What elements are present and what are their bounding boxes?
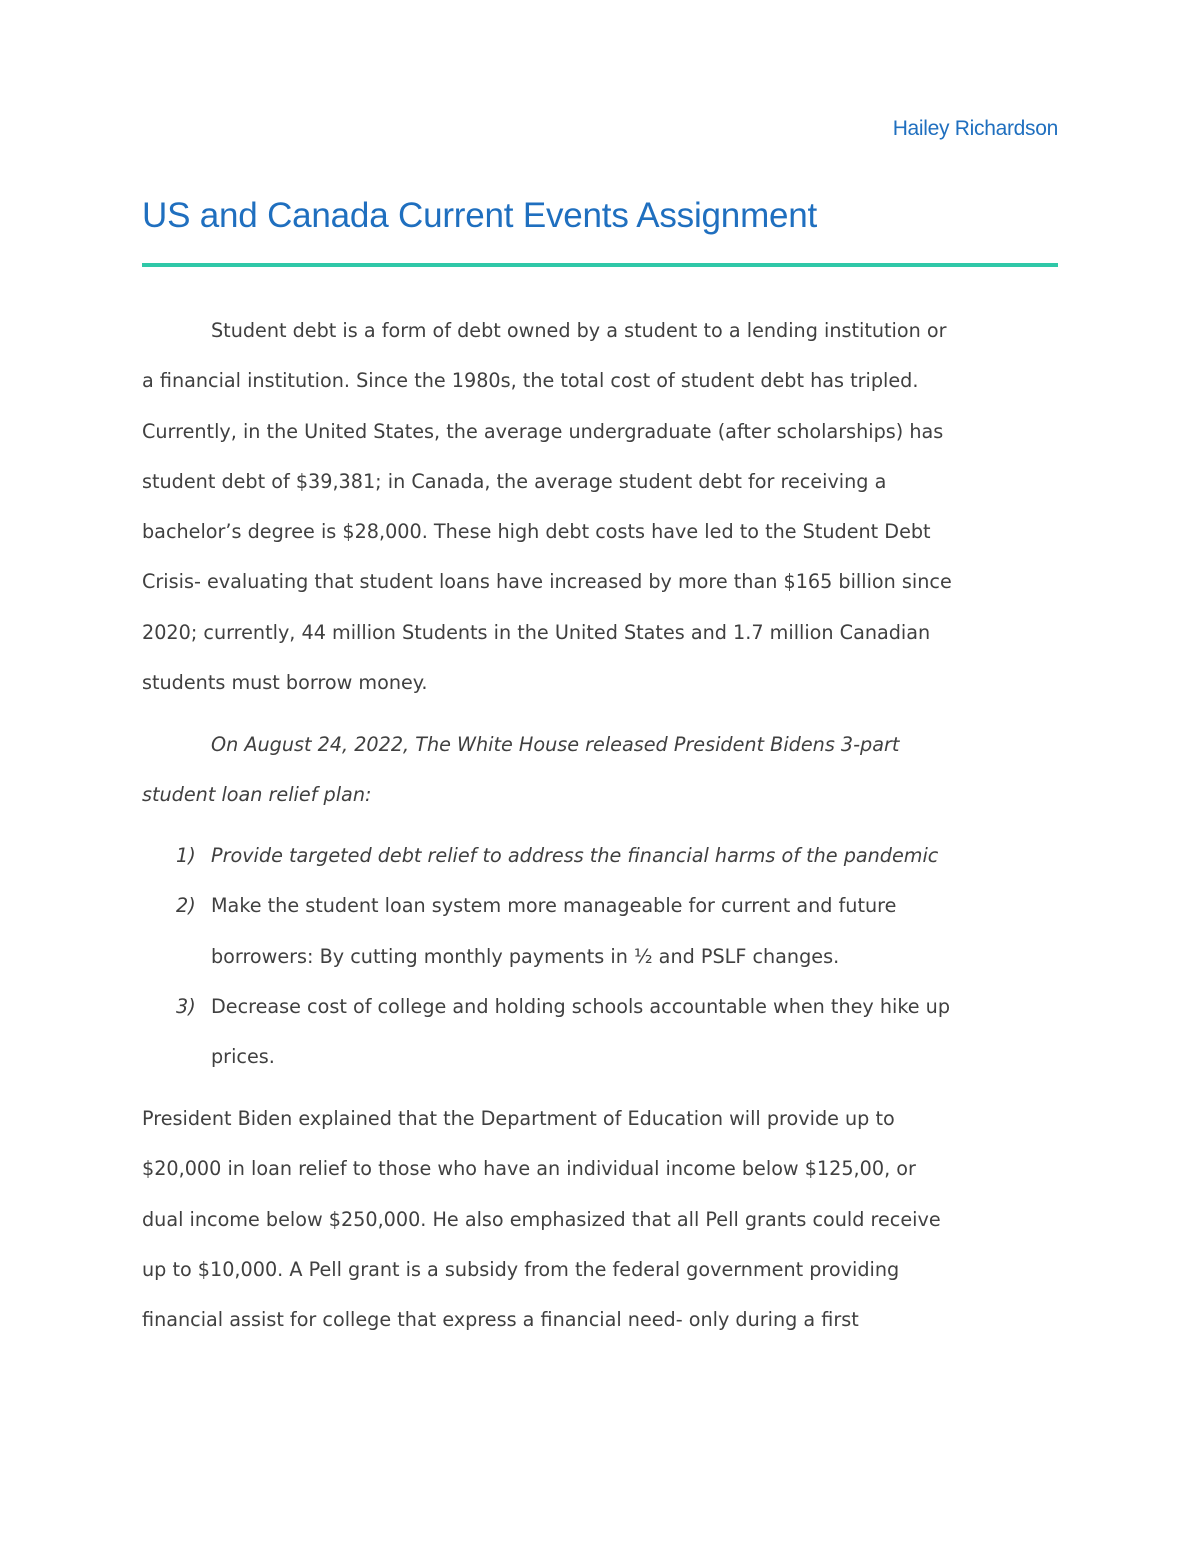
document-title: US and Canada Current Events Assignment <box>142 196 818 235</box>
paragraph-line: dual income below $250,000. He also emphasized that all Pell grants could receive <box>142 1207 941 1231</box>
paragraph-line: Currently, in the United States, the average undergraduate (after scholarships) has <box>142 419 944 443</box>
list-item-text: prices. <box>211 1045 275 1069</box>
list-item-text: borrowers: By cutting monthly payments in ½ and PSLF changes. <box>211 944 840 968</box>
paragraph-line: $20,000 in loan relief to those who have an individual income below $125,00, or <box>142 1157 916 1181</box>
paragraph-line: students must borrow money. <box>142 671 428 695</box>
paragraph-line: up to $10,000. A Pell grant is a subsidy from the federal government providing <box>142 1257 900 1281</box>
list-item <box>142 831 1072 881</box>
author-name: Hailey Richardson <box>892 117 1058 140</box>
paragraph-line: bachelor’s degree is $28,000. These high debt costs have led to the Student Debt <box>142 520 931 544</box>
paragraph-line: Crisis- evaluating that student loans have increased by more than $165 billion since <box>142 570 952 594</box>
paragraph-student-debt <box>142 306 1072 708</box>
paragraph-line: Student debt is a form of debt owned by a student to a lending institution or <box>211 319 947 342</box>
paragraph-line: financial assist for college that express a financial need- only during a first <box>142 1308 859 1332</box>
paragraph-biden-explanation <box>142 1094 1072 1345</box>
relief-plan-list <box>142 831 1072 1082</box>
paragraph-line: 2020; currently, 44 million Students in the United States and 1.7 million Canadian <box>142 620 931 644</box>
list-number: 2) <box>176 894 196 918</box>
list-number: 1) <box>176 844 196 867</box>
list-item <box>142 982 1072 1083</box>
list-item-text: Make the student loan system more manageable for current and future <box>211 894 897 918</box>
paragraph-relief-plan-intro <box>142 720 1072 821</box>
list-item <box>142 881 1072 982</box>
paragraph-line: President Biden explained that the Department of Education will provide up to <box>142 1107 895 1130</box>
title-divider <box>142 263 1058 267</box>
paragraph-line: student debt of $39,381; in Canada, the average student debt for receiving a <box>142 469 887 493</box>
paragraph-line: a financial institution. Since the 1980s, the total cost of student debt has tripled. <box>142 369 919 393</box>
paragraph-line: student loan relief plan: <box>142 783 372 807</box>
list-number: 3) <box>176 994 196 1018</box>
list-item-text: Decrease cost of college and holding schools accountable when they hike up <box>211 994 951 1018</box>
list-item-text: Provide targeted debt relief to address the financial harms of the pandemic <box>211 844 939 867</box>
paragraph-line: On August 24, 2022, The White House released President Bidens 3-part <box>211 733 900 756</box>
